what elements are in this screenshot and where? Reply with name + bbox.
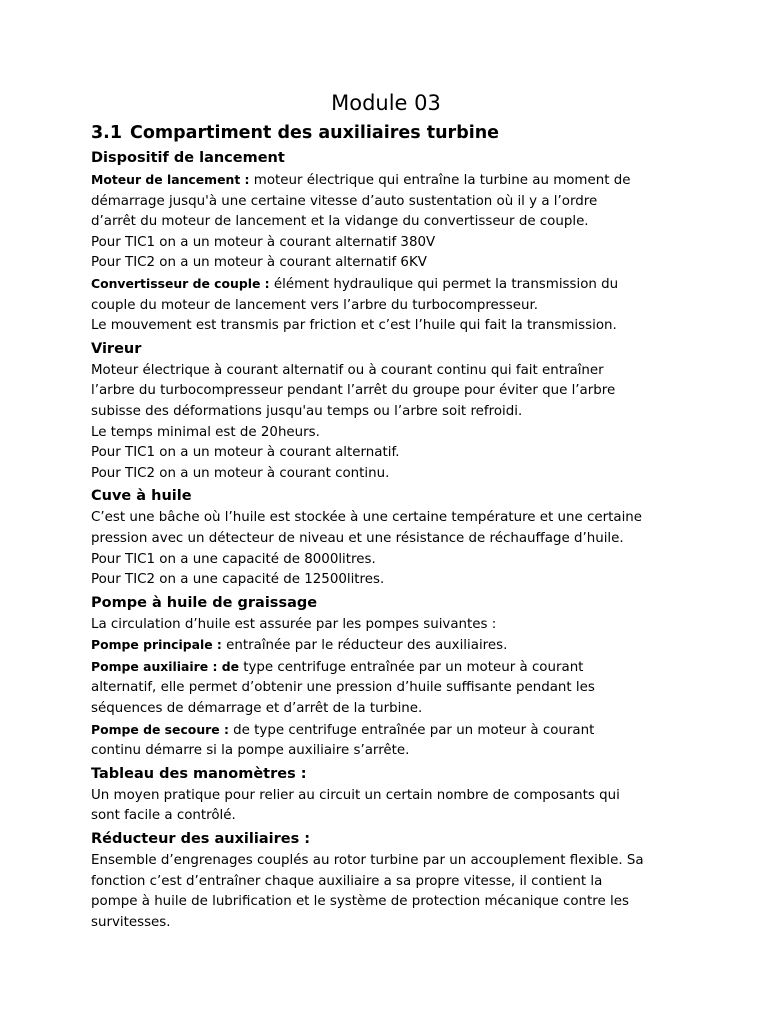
text-line: sont facile a contrôlé. xyxy=(91,808,236,824)
text-line: l’arbre du turbocompresseur pendant l’arrêt du groupe pour éviter que l’arbre xyxy=(91,383,616,399)
text-line: continu démarre si la pompe auxiliaire s’arrête. xyxy=(91,743,410,759)
section-heading xyxy=(91,120,681,146)
text-line: Pour TIC1 on a une capacité de 8000litres. xyxy=(91,551,376,567)
heading-vireur: Vireur xyxy=(91,340,142,357)
text-line: survitesses. xyxy=(91,914,171,930)
text-line: alternatif, elle permet d’obtenir une pression d’huile suffisante pendant les xyxy=(91,680,595,696)
heading-reducteur: Réducteur des auxiliaires : xyxy=(91,831,311,848)
text-line: couple du moteur de lancement vers l’arbre du turbocompresseur. xyxy=(91,297,538,313)
text-line: d’arrêt du moteur de lancement et la vidange du convertisseur de couple. xyxy=(91,214,589,230)
text-line: C’est une bâche où l’huile est stockée à une certaine température et une certaine xyxy=(91,510,643,526)
text-line-tic2: Pour TIC2 on a un moteur à courant alternatif 6KV xyxy=(91,255,427,271)
text-line: Pour TIC2 on a une capacité de 12500litres. xyxy=(91,572,385,588)
section-title: Compartiment des auxiliaires turbine xyxy=(130,123,500,143)
module-title: Module 03 xyxy=(331,91,441,115)
heading-cuve: Cuve à huile xyxy=(91,488,192,505)
document-page xyxy=(91,88,681,933)
paragraph-moteur-lancement: Moteur de lancement : moteur électrique qui entraîne la turbine au moment de xyxy=(91,172,631,188)
text-line: Le temps minimal est de 20heurs. xyxy=(91,424,320,440)
text-line: pompe à huile de lubrification et le système de protection mécanique contre les xyxy=(91,894,629,910)
text-line: Moteur électrique à courant alternatif ou à courant continu qui fait entraîner xyxy=(91,362,604,378)
heading-lancement: Dispositif de lancement xyxy=(91,150,285,166)
text-line: Ensemble d’engrenages couplés au rotor turbine par un accouplement flexible. Sa xyxy=(91,853,644,869)
text-line: séquences de démarrage et d’arrêt de la turbine. xyxy=(91,701,423,717)
text-line: subisse des déformations jusqu'au temps ou l’arbre soit refroidi. xyxy=(91,403,523,419)
paragraph-pompe-principale: Pompe principale : entraînée par le réducteur des auxiliaires. xyxy=(91,637,508,654)
text-line: La circulation d’huile est assurée par les pompes suivantes : xyxy=(91,616,497,632)
heading-tableau: Tableau des manomètres : xyxy=(91,765,307,782)
term-pompe-principale: Pompe principale : xyxy=(91,637,222,653)
paragraph-pompe-auxiliaire: Pompe auxiliaire : de type centrifuge entraînée par un moteur à courant xyxy=(91,658,584,675)
term-moteur-lancement: Moteur de lancement : xyxy=(91,172,250,187)
text-line: Pour TIC1 on a un moteur à courant alternatif. xyxy=(91,445,400,461)
text-line: fonction c’est d’entraîner chaque auxiliaire a sa propre vitesse, il contient la xyxy=(91,873,603,889)
term-pompe-auxiliaire: Pompe auxiliaire : de xyxy=(91,658,239,674)
text-line: Un moyen pratique pour relier au circuit un certain nombre de composants qui xyxy=(91,787,620,803)
section-number: 3.1 xyxy=(91,123,123,143)
paragraph-pompe-secoure: Pompe de secoure : de type centrifuge entraînée par un moteur à courant xyxy=(91,721,595,738)
text-line-tic1: Pour TIC1 on a un moteur à courant alternatif 380V xyxy=(91,234,436,250)
text-line: Pour TIC2 on a un moteur à courant continu. xyxy=(91,465,390,481)
text-line: démarrage jusqu'à une certaine vitesse d’auto sustentation où il y a l’ordre xyxy=(91,193,598,209)
text-line: pression avec un détecteur de niveau et une résistance de réchauffage d’huile. xyxy=(91,530,624,546)
term-convertisseur: Convertisseur de couple : xyxy=(91,275,270,291)
term-pompe-secoure: Pompe de secoure : xyxy=(91,721,229,737)
heading-pompe: Pompe à huile de graissage xyxy=(91,594,318,611)
text-line: Le mouvement est transmis par friction et c’est l’huile qui fait la transmission. xyxy=(91,318,617,334)
paragraph-convertisseur: Convertisseur de couple : élément hydraulique qui permet la transmission du xyxy=(91,275,619,292)
